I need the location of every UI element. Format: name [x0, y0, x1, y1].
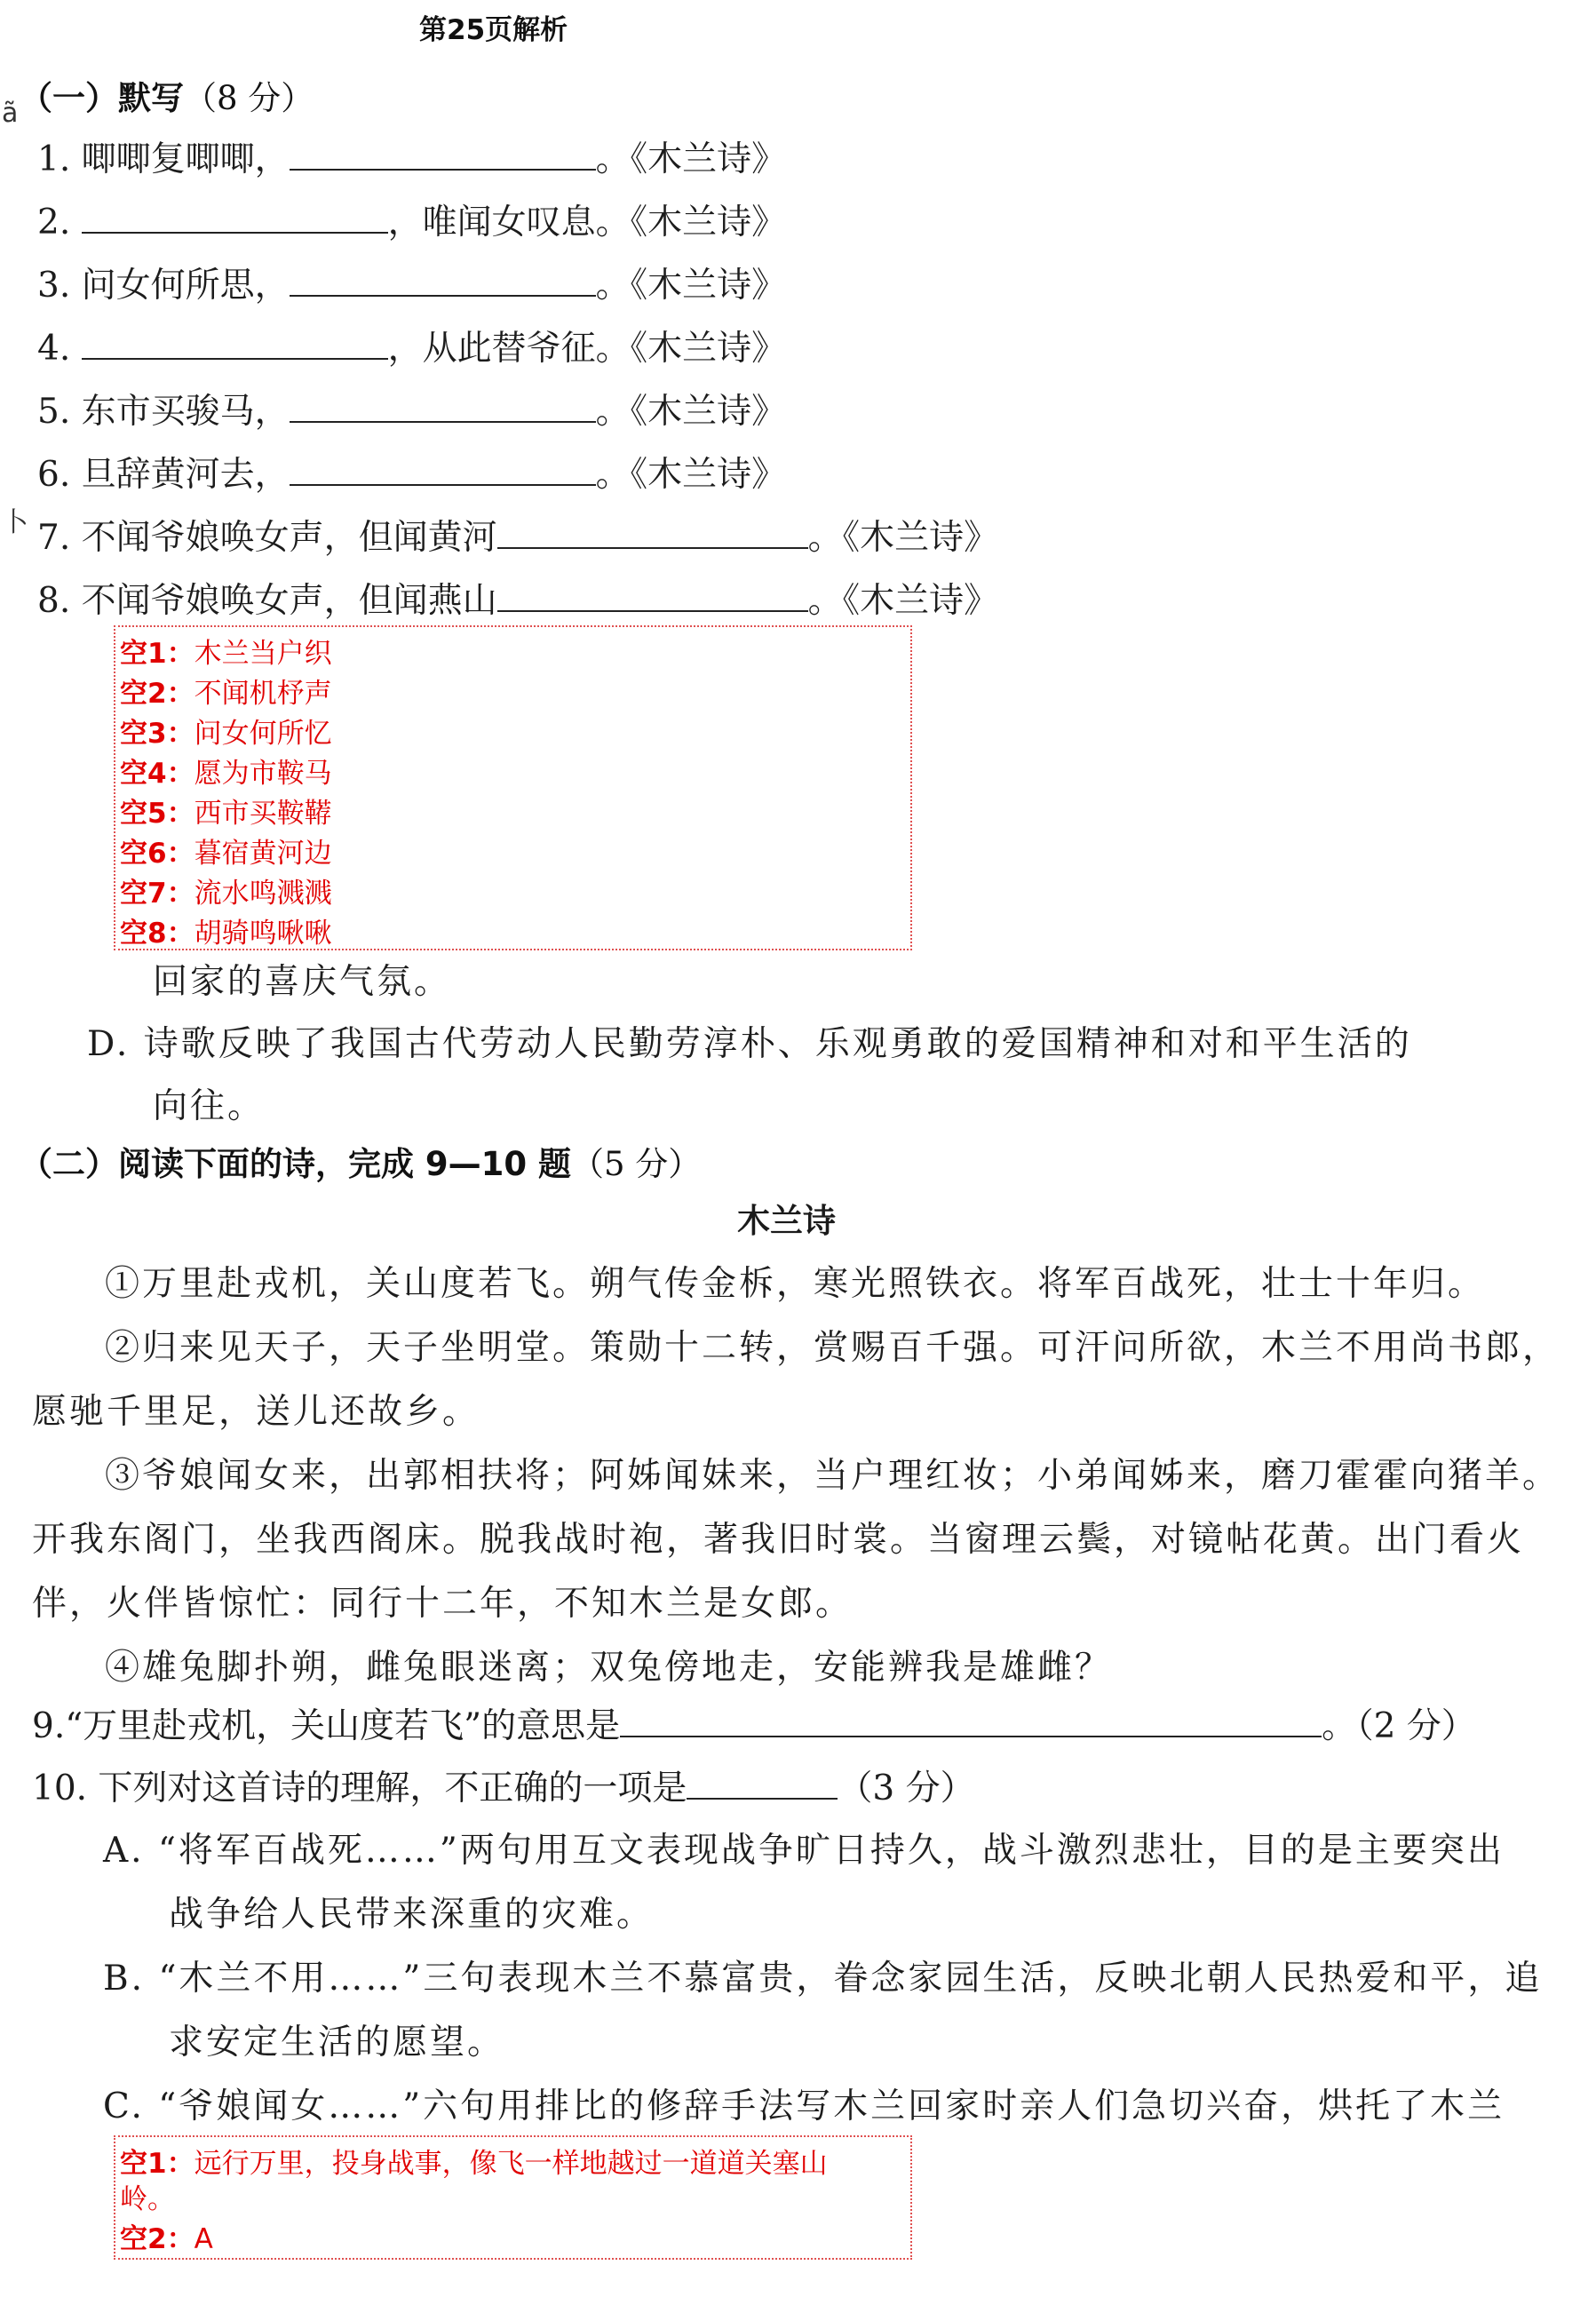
option-c: C. “爷娘闻女……”六句用排比的修辞手法写木兰回家时亲人们急切兴奋，烘托了木兰 — [103, 2086, 1505, 2126]
poem-line: ④雄兔脚扑朔，雌兔眼迷离；双兔傍地走，安能辨我是雄雌？ — [105, 1648, 1113, 1688]
answer-row: 空8：胡骑鸣啾啾 — [120, 918, 332, 950]
dictation-item: 6. 旦辞黄河去， 。《木兰诗》 — [37, 447, 786, 497]
dictation-item: 7. 不闻爷娘唤女声，但闻黄河 。《木兰诗》 — [37, 510, 998, 560]
answer-box-dictation — [114, 625, 912, 950]
answer-row-continuation: 岭。 — [120, 2183, 175, 2215]
option-b-line2: 求安定生活的愿望。 — [169, 2023, 505, 2063]
answer-blank — [290, 261, 596, 297]
page-title: 第25页解析 — [419, 14, 568, 46]
poem-line: 伴，火伴皆惊忙：同行十二年，不知木兰是女郎。 — [32, 1584, 854, 1624]
answer-row: 空1：木兰当户织 — [120, 638, 332, 670]
margin-mark: ã — [2, 98, 19, 129]
answer-row: 空2：不闻机杼声 — [120, 678, 332, 710]
poem-line: 开我东阁门，坐我西阁床。脱我战时袍，著我旧时裳。当窗理云鬓，对镜帖花黄。出门看火 — [32, 1520, 1525, 1560]
answer-box-reading — [114, 2135, 912, 2260]
option-d: D. 诗歌反映了我国古代劳动人民勤劳淳朴、乐观勇敢的爱国精神和对和平生活的 — [87, 1024, 1412, 1064]
answer-row: 空3：问女何所忆 — [120, 718, 332, 750]
option-a-line2: 战争给人民带来深重的灾难。 — [169, 1895, 655, 1935]
answer-blank — [82, 324, 388, 360]
answer-blank — [497, 576, 808, 612]
answer-row: 空2：A — [120, 2223, 213, 2255]
section1-heading: （一）默写（8 分） — [20, 79, 314, 117]
poem-line: ③爷娘闻女来，出郭相扶将；阿姊闻妹来，当户理红妆；小弟闻姊来，磨刀霍霍向猪羊。 — [105, 1456, 1560, 1496]
question-9: 9.“万里赴戎机，关山度若飞”的意思是 。（2 分） — [32, 1698, 1476, 1748]
dictation-item: 2. ，唯闻女叹息。《木兰诗》 — [37, 195, 786, 244]
answer-blank — [290, 387, 596, 423]
section2-heading: （二）阅读下面的诗，完成 9—10 题（5 分） — [20, 1145, 702, 1183]
poem-line: ①万里赴戎机，关山度若飞。朔气传金柝，寒光照铁衣。将军百战死，壮士十年归。 — [105, 1264, 1486, 1304]
poem-line: ②归来见天子，天子坐明堂。策勋十二转，赏赐百千强。可汗问所欲，木兰不用尚书郎， — [105, 1328, 1560, 1368]
dictation-item: 3. 问女何所思， 。《木兰诗》 — [37, 258, 786, 307]
answer-blank — [497, 513, 808, 549]
answer-row: 空5：西市买鞍鞯 — [120, 798, 332, 830]
answer-blank — [620, 1702, 1322, 1737]
answer-blank — [82, 198, 388, 234]
dictation-item: 5. 东市买骏马， 。《木兰诗》 — [37, 384, 786, 433]
dictation-item: 4. ，从此替爷征。《木兰诗》 — [37, 321, 786, 370]
option-d-line2: 向往。 — [153, 1086, 266, 1126]
question-10: 10. 下列对这首诗的理解，不正确的一项是 （3 分） — [32, 1761, 975, 1810]
answer-blank — [687, 1764, 838, 1800]
answer-row: 空4：愿为市鞍马 — [120, 758, 332, 790]
answer-row: 空7：流水鸣溅溅 — [120, 878, 332, 910]
answer-row: 空6：暮宿黄河边 — [120, 838, 332, 870]
poem-line: 愿驰千里足，送儿还故乡。 — [32, 1392, 480, 1432]
dictation-item: 1. 唧唧复唧唧， 。《木兰诗》 — [37, 131, 786, 181]
option-b: B. “木兰不用……”三句表现木兰不慕富贵，眷念家园生活，反映北朝人民热爱和平，追 — [103, 1959, 1543, 1999]
margin-mark: 卜 — [2, 507, 28, 538]
answer-row: 空1：远行万里，投身战事，像飞一样地越过一道道关塞山 — [120, 2148, 828, 2180]
option-c-tail: 回家的喜庆气氛。 — [153, 962, 452, 1002]
answer-blank — [290, 135, 596, 171]
dictation-item: 8. 不闻爷娘唤女声，但闻燕山 。《木兰诗》 — [37, 573, 998, 623]
option-a: A. “将军百战死……”两句用互文表现战争旷日持久，战斗激烈悲壮，目的是主要突出 — [103, 1831, 1505, 1871]
poem-title: 木兰诗 — [737, 1202, 836, 1240]
answer-blank — [290, 450, 596, 486]
